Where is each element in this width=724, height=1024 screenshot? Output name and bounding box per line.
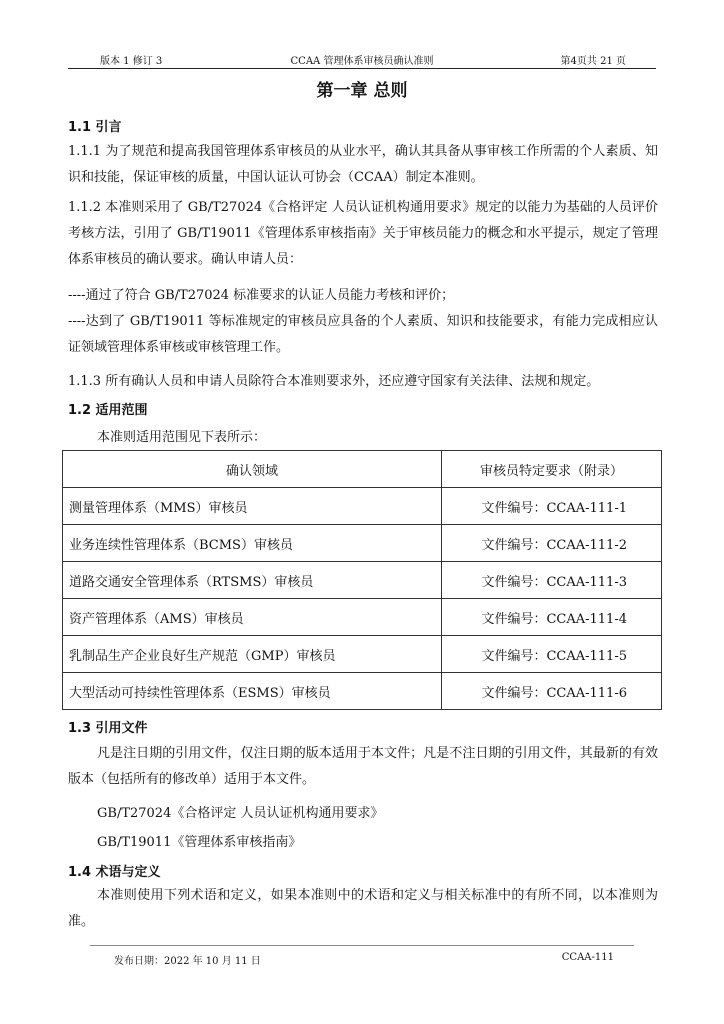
header-page-number: 第4页共 21 页 (560, 56, 626, 67)
footer-divider (90, 945, 634, 946)
table-row (63, 562, 662, 599)
dash-item-2: ----达到了 GB/T19011 等标准规定的审核员应具备的个人素质、知识和技能要求，有能力完成相应认证领域管理体系审核或审核管理工作。 (68, 314, 658, 355)
footer-doc-code: CCAA-111 (561, 952, 614, 963)
table-row (63, 673, 662, 710)
table-cell-field: 道路交通安全管理体系（RTSMS）审核员 (63, 562, 442, 599)
page-header (68, 52, 656, 69)
paragraph-1-3: 凡是注日期的引用文件，仅注日期的版本适用于本文件；凡是不注日期的引用文件，其最新的有效版本（包括所有的修改单）适用于本文件。 (68, 746, 658, 787)
table-header-field: 确认领域 (63, 451, 442, 488)
table-header-row (63, 451, 662, 488)
table-row (63, 636, 662, 673)
table-cell-doc: 文件编号：CCAA-111-2 (442, 525, 662, 562)
table-row (63, 525, 662, 562)
header-version: 版本 1 修订 3 (100, 56, 163, 67)
paragraph-1-1-3: 1.1.3 所有确认人员和申请人员除符合本准则要求外，还应遵守国家有关法律、法规和规定。 (68, 374, 600, 389)
section-heading-1-4: 1.4 术语与定义 (68, 865, 161, 880)
table-cell-field: 大型活动可持续性管理体系（ESMS）审核员 (63, 673, 442, 710)
table-cell-field: 业务连续性管理体系（BCMS）审核员 (63, 525, 442, 562)
reference-gbt19011: GB/T19011《管理体系审核指南》 (97, 835, 302, 850)
table-row (63, 488, 662, 525)
footer-release-date: 发布日期：2022 年 10 月 11 日 (114, 956, 261, 967)
chapter-title: 第一章 总则 (316, 81, 408, 101)
table-cell-doc: 文件编号：CCAA-111-3 (442, 562, 662, 599)
section-heading-1-2: 1.2 适用范围 (68, 403, 148, 418)
dash-item-1: ----通过了符合 GB/T27024 标准要求的认证人员能力考核和评价； (68, 288, 455, 303)
reference-gbt27024: GB/T27024《合格评定 人员认证机构通用要求》 (97, 806, 384, 821)
table-cell-field: 资产管理体系（AMS）审核员 (63, 599, 442, 636)
table-header-requirement: 审核员特定要求（附录） (442, 451, 662, 488)
section-heading-1-3: 1.3 引用文件 (68, 721, 148, 736)
paragraph-1-1-2: 1.1.2 本准则采用了 GB/T27024《合格评定 人员认证机构通用要求》规定的以能力为基础的人员评价考核方法，引用了 GB/T19011《管理体系审核指南》关于审核员能力的概念和水平提示，规定了管理体系审核员的确认要求。确认申请人员： (68, 200, 658, 267)
table-cell-field: 乳制品生产企业良好生产规范（GMP）审核员 (63, 636, 442, 673)
table-cell-doc: 文件编号：CCAA-111-6 (442, 673, 662, 710)
paragraph-1-1-1: 1.1.1 为了规范和提高我国管理体系审核员的从业水平，确认其具备从事审核工作所需的个人素质、知识和技能，保证审核的质量，中国认证认可协会（CCAA）制定本准则。 (68, 144, 658, 185)
scope-intro: 本准则适用范围见下表所示： (97, 430, 267, 445)
table-cell-doc: 文件编号：CCAA-111-1 (442, 488, 662, 525)
scope-table (62, 450, 662, 710)
header-title: CCAA 管理体系审核员确认准则 (290, 56, 434, 67)
section-heading-1-1: 1.1 引言 (68, 120, 122, 135)
paragraph-1-4: 本准则使用下列术语和定义，如果本准则中的术语和定义与相关标准中的有所不同，以本准则为准。 (68, 888, 658, 929)
table-row (63, 599, 662, 636)
table-cell-field: 测量管理体系（MMS）审核员 (63, 488, 442, 525)
table-cell-doc: 文件编号：CCAA-111-4 (442, 599, 662, 636)
table-cell-doc: 文件编号：CCAA-111-5 (442, 636, 662, 673)
